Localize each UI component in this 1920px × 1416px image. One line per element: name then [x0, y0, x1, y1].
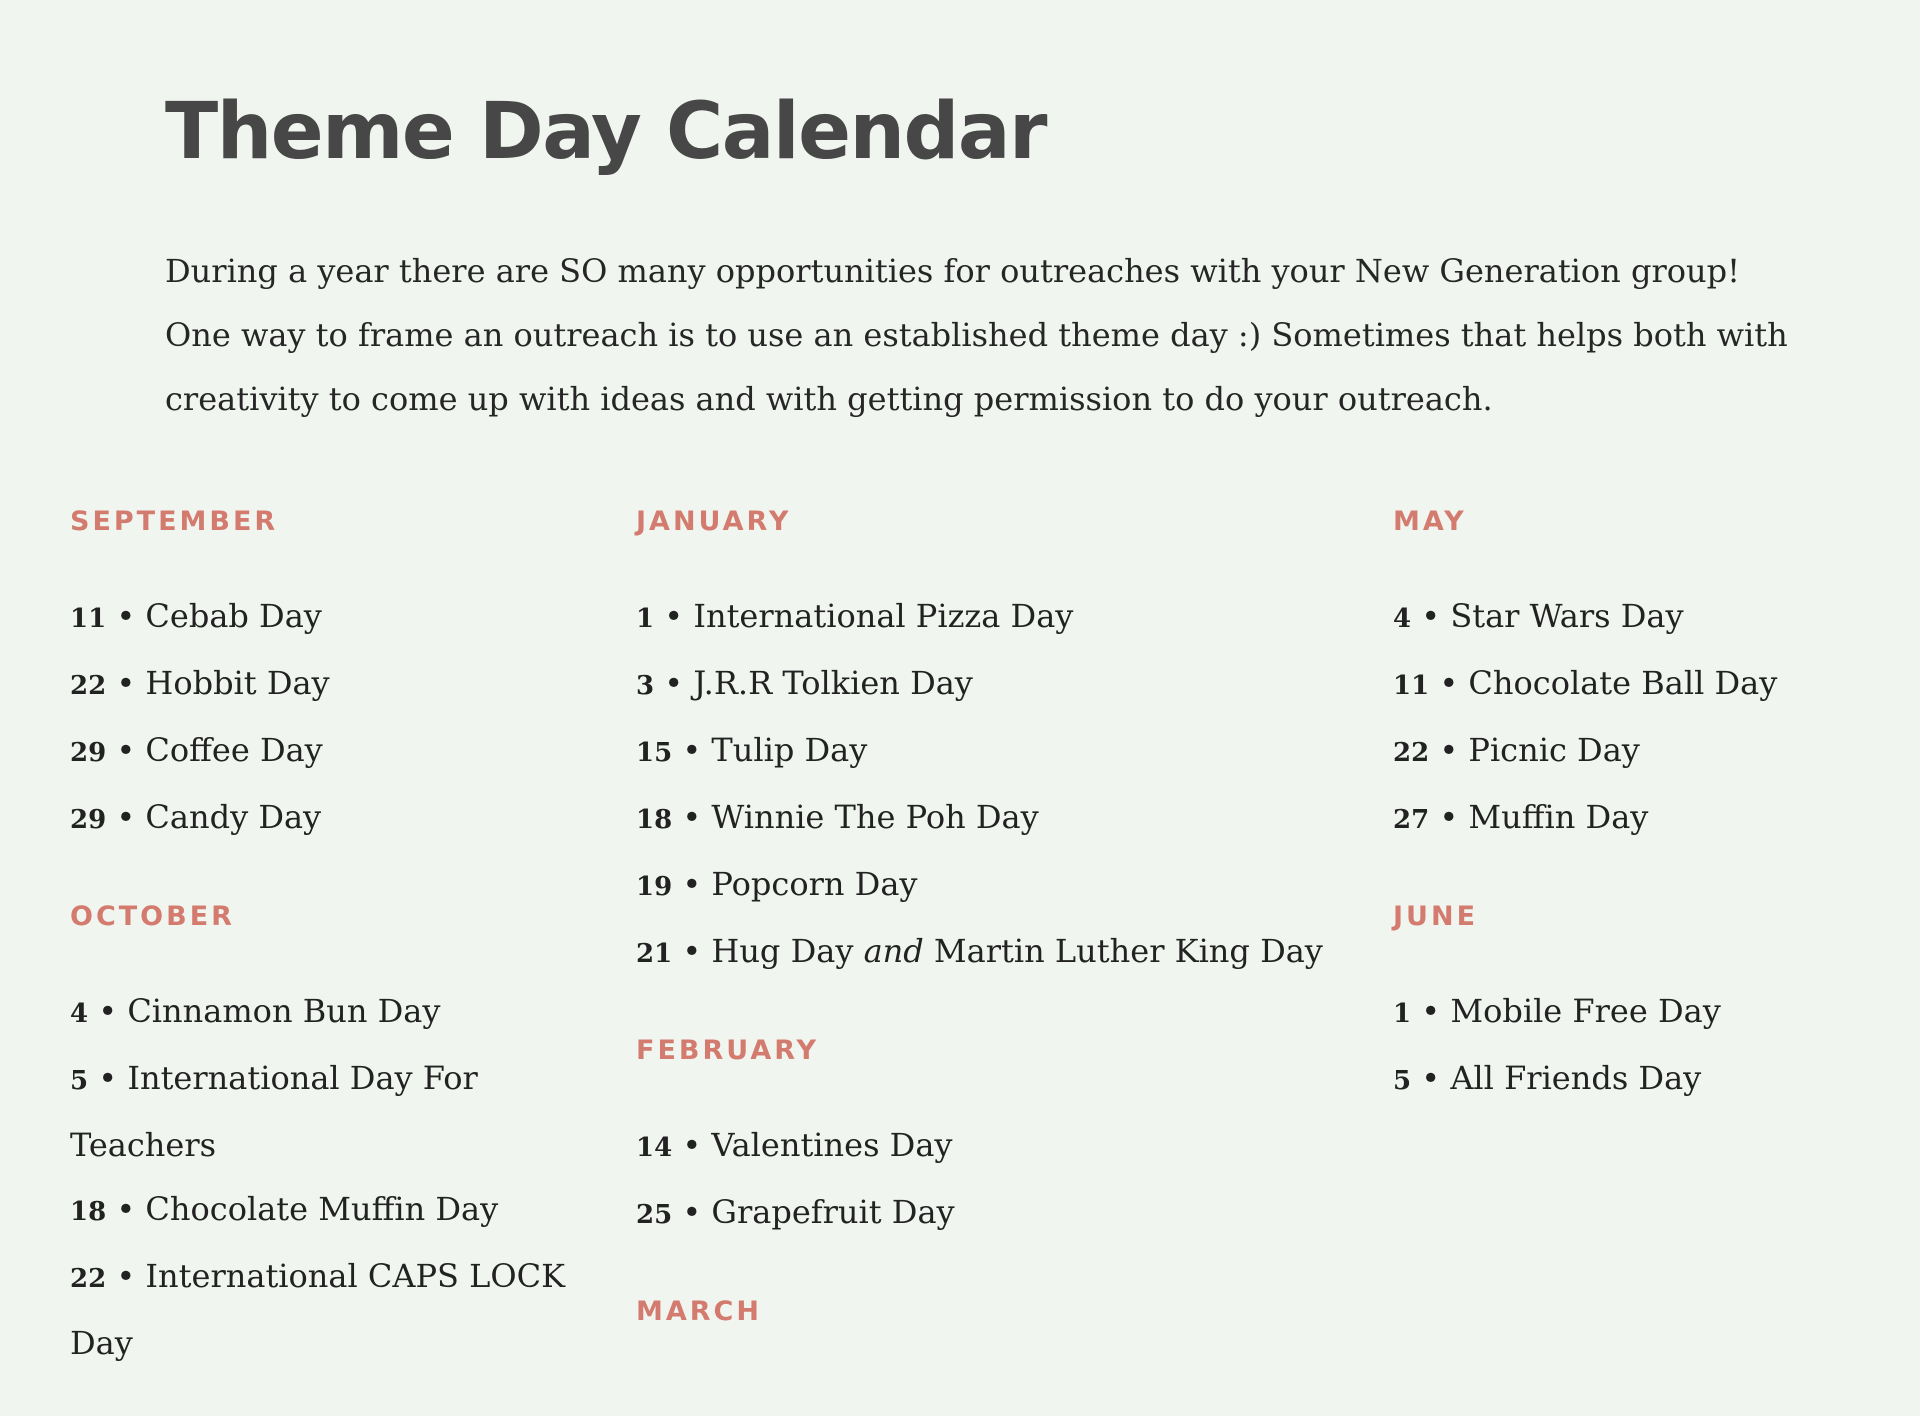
day-name: Valentines Day [711, 1126, 953, 1164]
day-date: 27 [1393, 805, 1430, 835]
day-name: Muffin Day [1468, 798, 1649, 836]
day-date: 18 [636, 805, 673, 835]
day-name: International Pizza Day [693, 597, 1074, 635]
day-item: 18 • Chocolate Muffin Day [70, 1190, 499, 1228]
day-item: 25 • Grapefruit Day [636, 1193, 955, 1231]
day-item: 15 • Tulip Day [636, 731, 868, 769]
day-name: Hobbit Day [145, 664, 330, 702]
day-name: Star Wars Day [1450, 597, 1684, 635]
month-heading-june: JUNE [1393, 901, 1479, 932]
day-list [1393, 979, 1893, 1113]
day-name: All Friends Day [1450, 1059, 1702, 1097]
day-list [636, 1113, 1356, 1247]
calendar-column-2 [636, 498, 1356, 1377]
month-heading-march: MARCH [636, 1296, 762, 1327]
day-date: 29 [70, 805, 107, 835]
day-name: Hug Day [711, 932, 854, 970]
day-date: 19 [636, 872, 673, 902]
day-item: 5 • All Friends Day [1393, 1059, 1702, 1097]
day-name: Grapefruit Day [711, 1193, 955, 1231]
day-date: 22 [1393, 738, 1430, 768]
day-name: Winnie The Poh Day [711, 798, 1039, 836]
month-heading-october: OCTOBER [70, 901, 235, 932]
day-name: Cebab Day [145, 597, 322, 635]
day-name: J.R.R Tolkien Day [693, 664, 973, 702]
day-name: International Day For Teachers [70, 1059, 478, 1164]
day-item: 21 • Hug Day and Martin Luther King Day [636, 932, 1323, 970]
day-name: Popcorn Day [711, 865, 918, 903]
day-date: 29 [70, 738, 107, 768]
day-date: 22 [70, 1264, 107, 1294]
day-item: 27 • Muffin Day [1393, 798, 1649, 836]
day-date: 18 [70, 1197, 107, 1227]
day-list [636, 584, 1356, 986]
day-item: 29 • Candy Day [70, 798, 322, 836]
day-date: 15 [636, 738, 673, 768]
day-date: 3 [636, 671, 655, 701]
month-heading-september: SEPTEMBER [70, 506, 279, 537]
day-list [70, 979, 570, 1375]
day-date: 5 [70, 1066, 89, 1096]
month-heading-january: JANUARY [636, 506, 792, 537]
day-date: 11 [1393, 671, 1430, 701]
day-item: 1 • International Pizza Day [636, 597, 1074, 635]
day-date: 21 [636, 939, 673, 969]
intro-paragraph: During a year there are SO many opportunities for outreaches with your New Generation group! One way to frame an outreach is to use an established theme day :) Sometimes that helps both with creativity to come up with ideas and with getting permission to do your outreach. [165, 252, 1788, 418]
month-heading-may: MAY [1393, 506, 1467, 537]
day-name: Candy Day [145, 798, 322, 836]
day-date: 1 [1393, 999, 1412, 1029]
day-item: 1 • Mobile Free Day [1393, 992, 1721, 1030]
day-date: 4 [70, 999, 89, 1029]
day-name: Coffee Day [145, 731, 323, 769]
page-title: Theme Day Calendar [165, 87, 1046, 177]
day-date: 25 [636, 1200, 673, 1230]
calendar-column-1 [70, 498, 570, 1416]
day-item: 5 • International Day For Teachers [70, 1059, 478, 1164]
day-list [70, 584, 570, 852]
calendar-column-3 [1393, 498, 1893, 1154]
day-item: 29 • Coffee Day [70, 731, 323, 769]
month-heading-february: FEBRUARY [636, 1035, 820, 1066]
day-date: 5 [1393, 1066, 1412, 1096]
day-item: 11 • Chocolate Ball Day [1393, 664, 1778, 702]
day-name: International CAPS LOCK Day [70, 1257, 565, 1362]
day-name: Cinnamon Bun Day [127, 992, 441, 1030]
day-connector: and [863, 932, 924, 970]
day-item: 14 • Valentines Day [636, 1126, 953, 1164]
day-item: 4 • Star Wars Day [1393, 597, 1684, 635]
day-item: 19 • Popcorn Day [636, 865, 918, 903]
day-name-secondary: Martin Luther King Day [933, 932, 1323, 970]
day-name: Mobile Free Day [1450, 992, 1721, 1030]
day-item: 11 • Cebab Day [70, 597, 322, 635]
day-item: 3 • J.R.R Tolkien Day [636, 664, 973, 702]
day-item: 4 • Cinnamon Bun Day [70, 992, 441, 1030]
day-name: Tulip Day [711, 731, 868, 769]
day-item: 22 • Picnic Day [1393, 731, 1640, 769]
day-date: 4 [1393, 604, 1412, 634]
day-item: 18 • Winnie The Poh Day [636, 798, 1039, 836]
day-date: 14 [636, 1133, 673, 1163]
day-date: 11 [70, 604, 107, 634]
day-name: Chocolate Ball Day [1468, 664, 1778, 702]
day-name: Chocolate Muffin Day [145, 1190, 499, 1228]
day-date: 22 [70, 671, 107, 701]
day-name: Picnic Day [1468, 731, 1640, 769]
day-item: 22 • Hobbit Day [70, 664, 330, 702]
day-list [1393, 584, 1893, 852]
day-item: 22 • International CAPS LOCK Day [70, 1257, 565, 1362]
day-date: 1 [636, 604, 655, 634]
